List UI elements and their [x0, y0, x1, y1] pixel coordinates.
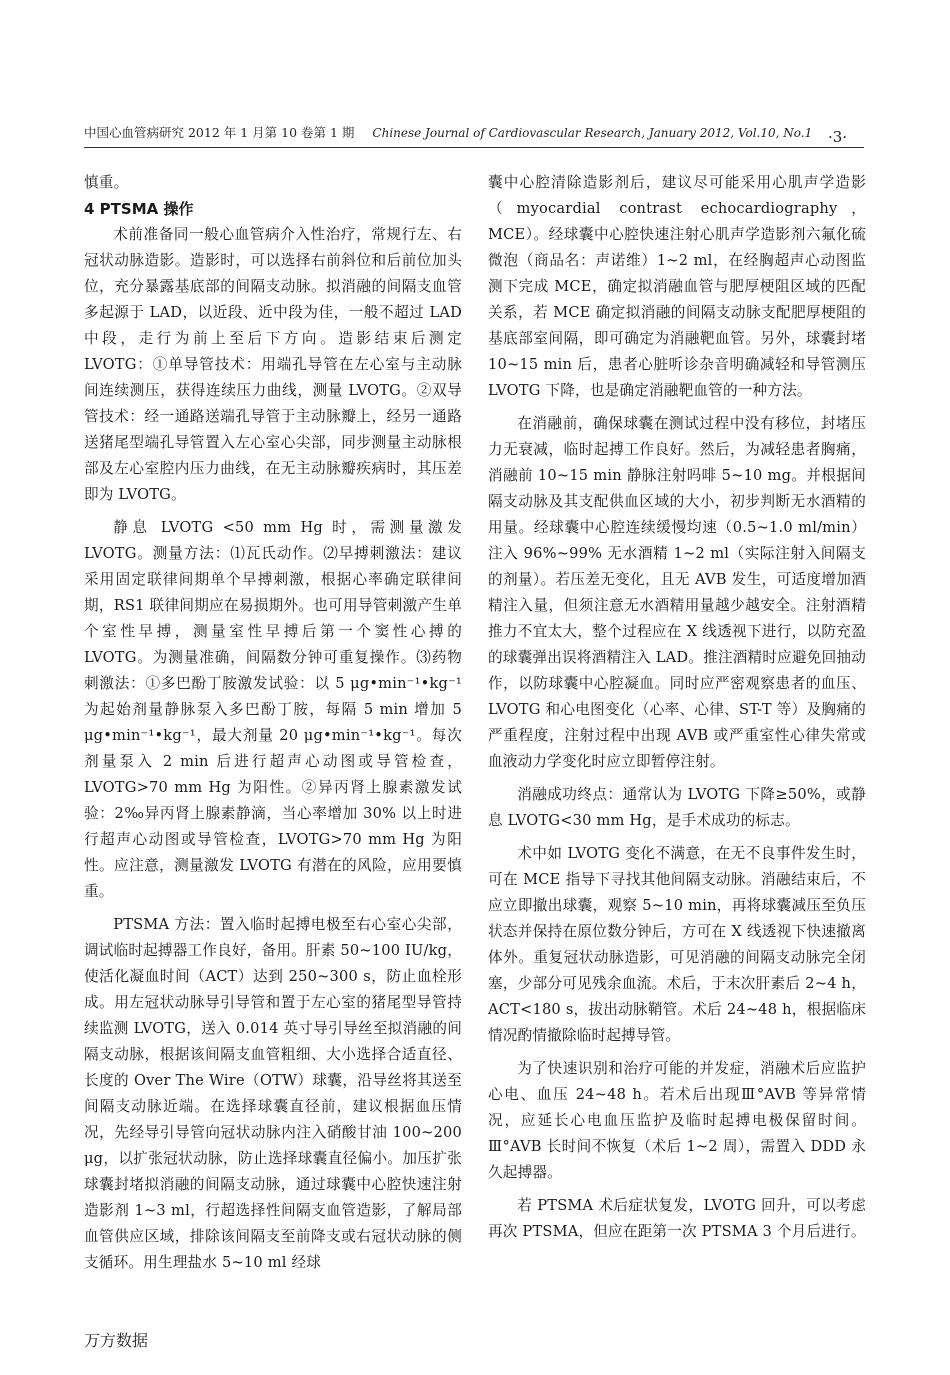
- journal-title-en: Chinese Journal of Cardiovascular Research, January 2012, Vol.10, No.1: [372, 126, 813, 140]
- paragraph-ablation: 在消融前，确保球囊在测试过程中没有移位，封堵压力无衰减，临时起搏工作良好。然后，为减轻患者胸痛，消融前 10~15 min 静脉注射吗啡 5~10 mg。并根据间隔支动脉及其支配供血区域的大小，初步判断无水酒精的用量。经球囊中心腔连续缓慢均速（0.5~1.0 ml/min）注入 96%~99% 无水酒精 1~2 ml（实际注射入间隔支的剂量）。若压差无变化，且无 AVB 发生，可适度增加酒精注入量，但须注意无水酒精用量越少越安全。注射酒精推力不宜太大，整个过程应在 X 线透视下进行，以防充盈的球囊弹出误将酒精注入 LAD。推注酒精时应避免回抽动作，以防球囊中心腔凝血。同时应严密观察患者的血压、LVOTG 和心电图变化（心率、心律、ST-T 等）及胸痛的严重程度，注射过程中出现 AVB 或严重室性心律失常或血液动力学变化时应立即暂停注射。: [488, 415, 866, 770]
- paragraph-continued: 慎重。: [84, 174, 129, 191]
- section-heading: 4 PTSMA 操作: [84, 200, 194, 218]
- running-header: [84, 123, 864, 141]
- watermark: 万方数据: [84, 1331, 149, 1350]
- paragraph-recurrence: 若 PTSMA 术后症状复发，LVOTG 回升，可以考虑再次 PTSMA，但应在距第一次 PTSMA 3 个月后进行。: [488, 1197, 866, 1240]
- paragraph-endpoint: 消融成功终点：通常认为 LVOTG 下降≥50%，或静息 LVOTG<30 mm Hg，是手术成功的标志。: [488, 786, 866, 829]
- paragraph-provoked-lvotg: 静息 LVOTG <50 mm Hg 时，需测量激发 LVOTG。测量方法：⑴瓦氏动作。⑵早搏刺激法：建议采用固定联律间期单个早搏刺激，根据心率确定联律间期，RS1 联律间期应在易损期外。也可用导管刺激产生单个室性早搏，测量室性早搏后第一个窦性心搏的 LVOTG。为测量准确，间隔数分钟可重复操作。⑶药物刺激法：①多巴酚丁胺激发试验：以 5 μg•min⁻¹•kg⁻¹ 为起始剂量静脉泵入多巴酚丁胺，每隔 5 min 增加 5 μg•min⁻¹•kg⁻¹，最大剂量 20 μg•min⁻¹•kg⁻¹。每次剂量泵入 2 min 后进行超声心动图或导管检查，LVOTG>70 mm Hg 为阳性。②异丙肾上腺素激发试验：2‰异丙肾上腺素静滴，当心率增加 30% 以上时进行超声心动图或导管检查，LVOTG>70 mm Hg 为阳性。应注意，测量激发 LVOTG 有潜在的风险，应用要慎重。: [84, 519, 462, 900]
- page-number: ·3·: [828, 128, 848, 146]
- header-rule: [84, 147, 864, 148]
- right-column: [488, 170, 866, 1245]
- paragraph-monitoring: 为了快速识别和治疗可能的并发症，消融术后应监护心电、血压 24~48 h。若术后出现Ⅲ°AVB 等异常情况，应延长心电血压监护及临时起搏电极保留时间。Ⅲ°AVB 长时间不恢复（术后 1~2 周），需置入 DDD 永久起搏器。: [488, 1060, 866, 1181]
- paragraph-post-ablation: 术中如 LVOTG 变化不满意，在无不良事件发生时，可在 MCE 指导下寻找其他间隔支动脉。消融结束后，不应立即撤出球囊，观察 5~10 min，再将球囊减压至负压状态并保持在原位数分钟后，方可在 X 线透视下快速撤离体外。重复冠状动脉造影，可见消融的间隔支动脉完全闭塞，少部分可见残余血流。术后，于末次肝素后 2~4 h，ACT<180 s，拔出动脉鞘管。术后 24~48 h，根据临床情况酌情撤除临时起搏导管。: [488, 845, 866, 1044]
- paragraph-ptsma-method: PTSMA 方法：置入临时起搏电极至右心室心尖部，调试临时起搏器工作良好，备用。肝素 50~100 IU/kg，使活化凝血时间（ACT）达到 250~300 s，防止血栓形成。用左冠状动脉导引导管和置于左心室的猪尾型导管持续监测 LVOTG，送入 0.014 英寸导引导丝至拟消融的间隔支动脉，根据该间隔支血管粗细、大小选择合适直径、长度的 Over The Wire（OTW）球囊，沿导丝将其送至间隔支动脉近端。在选择球囊直径前，建议根据血压情况，先经导引导管向冠状动脉内注入硝酸甘油 100~200 μg，以扩张冠状动脉，防止选择球囊直径偏小。加压扩张球囊封堵拟消融的间隔支动脉，通过球囊中心腔快速注射造影剂 1~3 ml，行超选择性间隔支血管造影，了解局部血管供应区域，排除该间隔支至前降支或右冠状动脉的侧支循环。用生理盐水 5~10 ml 经球: [84, 916, 462, 1271]
- paragraph-preop: 术前准备同一般心血管病介入性治疗，常规行左、右冠状动脉造影。造影时，可以选择右前斜位和后前位加头位，充分暴露基底部的间隔支动脉。拟消融的间隔支血管多起源于 LAD，以近段、近中段为佳，一般不超过 LAD 中段，走行为前上至后下方向。造影结束后测定 LVOTG：①单导管技术：用端孔导管在左心室与主动脉间连续测压，获得连续压力曲线，测量 LVOTG。②双导管技术：经一通路送端孔导管于主动脉瓣上，经另一通路送猪尾型端孔导管置入左心室心尖部，同步测量主动脉根部及左心室腔内压力曲线，在无主动脉瓣疾病时，其压差即为 LVOTG。: [84, 226, 462, 503]
- journal-title-cn: 中国心血管病研究 2012 年 1 月第 10 卷第 1 期: [84, 125, 355, 140]
- left-column: [84, 170, 462, 1276]
- paragraph-mce: 囊中心腔清除造影剂后，建议尽可能采用心肌声学造影（myocardial contrast echocardiography，MCE）。经球囊中心腔快速注射心肌声学造影剂六氟化硫微泡（商品名：声诺维）1~2 ml，在经胸超声心动图监测下完成 MCE，确定拟消融血管与肥厚梗阻区域的匹配关系，若 MCE 确定拟消融的间隔支动脉支配肥厚梗阻的基底部室间隔，即可确定为消融靶血管。另外，球囊封堵 10~15 min 后，患者心脏听诊杂音明确减轻和导管测压 LVOTG 下降，也是确定消融靶血管的一种方法。: [488, 174, 866, 399]
